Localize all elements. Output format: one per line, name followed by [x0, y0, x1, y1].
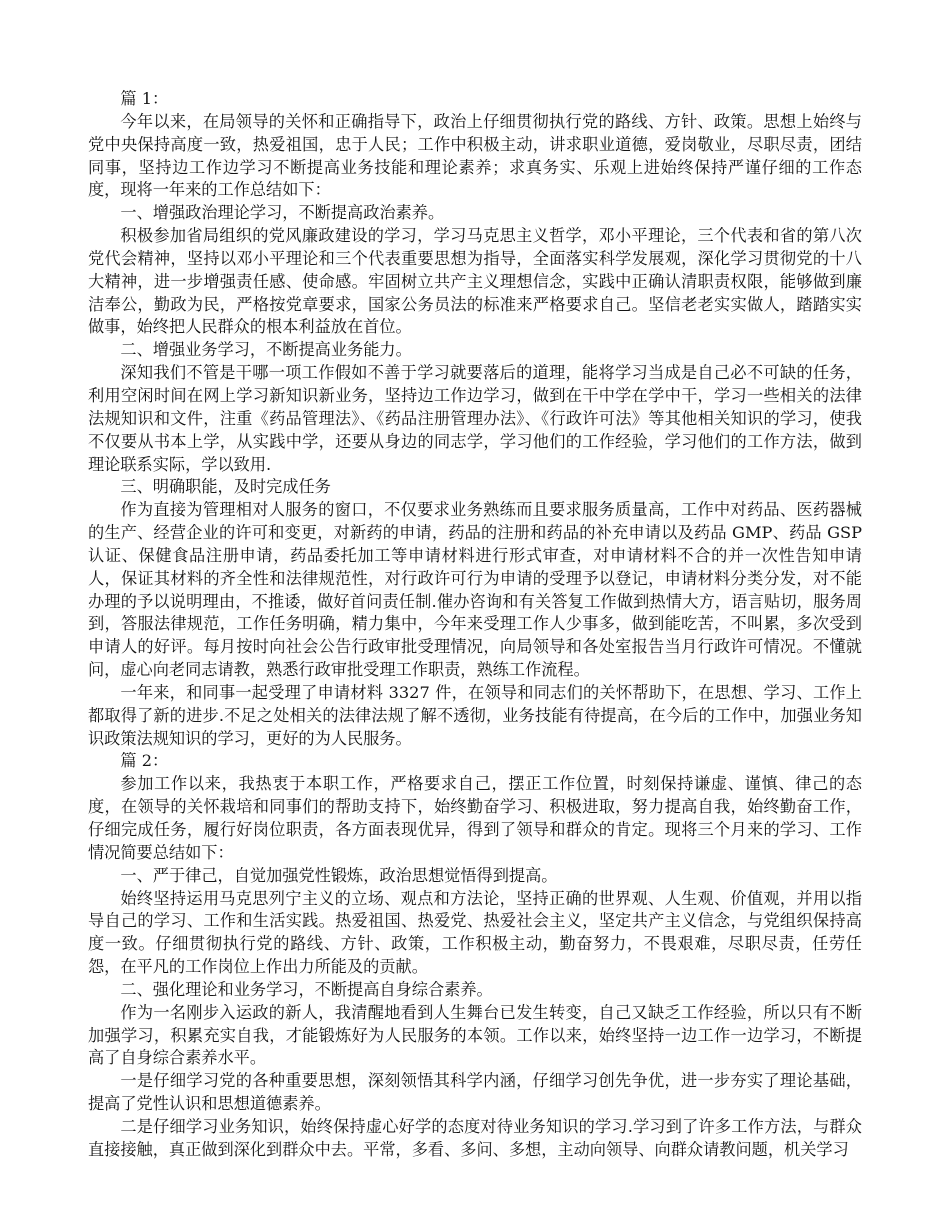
body-paragraph: 二是仔细学习业务知识，始终保持虚心好学的态度对待业务知识的学习.学习到了许多工作方法，与群众直接接触，真正做到深化到群众中去。平常，多看、多问、多想，主动向领导、向群众请教问题，机关学习 [88, 1116, 862, 1159]
body-paragraph: 作为一名刚步入运政的新人，我清醒地看到人生舞台已发生转变，自己又缺乏工作经验，所以只有不断加强学习，积累充实自我，才能锻炼好为人民服务的本领。工作以来，始终坚持一边工作一边学习，不断提高了自身综合素养水平。 [88, 1002, 862, 1068]
document-page [88, 88, 862, 1162]
section-heading: 一、严于律己，自觉加强党性锻炼，政治思想觉悟得到提高。 [120, 865, 558, 885]
body-paragraph: 今年以来，在局领导的关怀和正确指导下，政治上仔细贯彻执行党的路线、方针、政策。思想上始终与党中央保持高度一致，热爱祖国，忠于人民；工作中积极主动，讲求职业道德，爱岗敬业，尽职尽责，团结同事，坚持边工作边学习不断提高业务技能和理论素养；求真务实、乐观上进始终保持严谨仔细的工作态度，现将一年来的工作总结如下： [88, 111, 862, 200]
section-heading: 一、增强政治理论学习，不断提高政治素养。 [120, 203, 445, 223]
section-heading: 三、明确职能，及时完成任务 [120, 477, 331, 497]
body-paragraph: 一年来，和同事一起受理了申请材料 3327 件，在领导和同志们的关怀帮助下，在思想、学习、工作上都取得了新的进步.不足之处相关的法律法规了解不透彻，业务技能有待提高，在今后的工作中，加强业务知识政策法规知识的学习，更好的为人民服务。 [88, 682, 862, 748]
section-heading: 篇 1： [120, 89, 169, 108]
body-paragraph: 参加工作以来，我热衷于本职工作，严格要求自己，摆正工作位置，时刻保持谦虚、谨慎、律己的态度，在领导的关怀栽培和同事们的帮助支持下，始终勤奋学习、积极进取，努力提高自我，始终勤奋工作，仔细完成任务，履行好岗位职责，各方面表现优异，得到了领导和群众的肯定。现将三个月来的学习、工作情况简要总结如下： [88, 774, 862, 862]
body-paragraph: 作为直接为管理相对人服务的窗口，不仅要求业务熟练而且要求服务质量高，工作中对药品、医药器械的生产、经营企业的许可和变更，对新药的申请，药品的注册和药品的补充申请以及药品 GMP、药品 GSP 认证、保健食品注册申请，药品委托加工等申请材料进行形式审查，对申请材料不合的并一次性告知申请人，保证其材料的齐全性和法律规范性，对行政许可行为申请的受理予以登记，申请材料分类分发，对不能办理的予以说明理由，不推诿，做好首问责任制.催办咨询和有关答复工作做到热情大方，语言贴切，服务周到，答服法律规范，工作任务明确，精力集中，今年来受理工作人少事多，做到能吃苦，不叫累，多次受到申请人的好评。每月按时向社会公告行政审批受理情况，向局领导和各处室报告当月行政许可情况。不懂就问，虚心向老同志请教，熟悉行政审批受理工作职责，熟练工作流程。 [88, 500, 862, 680]
body-paragraph: 积极参加省局组织的党风廉政建设的学习，学习马克思主义哲学，邓小平理论，三个代表和省的第八次党代会精神，坚持以邓小平理论和三个代表重要思想为指导，全面落实科学发展观，深化学习贯彻党的十八大精神，进一步增强责任感、使命感。牢固树立共产主义理想信念，实践中正确认清职责权限，能够做到廉洁奉公，勤政为民，严格按党章要求，国家公务员法的标准来严格要求自己。坚信老老实实做人，踏踏实实做事，始终把人民群众的根本利益放在首位。 [88, 226, 862, 337]
section-heading: 二、增强业务学习，不断提高业务能力。 [120, 340, 412, 360]
body-paragraph: 深知我们不管是干哪一项工作假如不善于学习就要落后的道理，能将学习当成是自己必不可缺的任务，利用空闲时间在网上学习新知识新业务，坚持边工作边学习，做到在干中学在学中干，学习一些相关的法律法规知识和文件，注重《药品管理法》、《药品注册管理办法》、《行政许可法》等其他相关知识的学习，使我不仅要从书本上学，从实践中学，还要从身边的同志学，学习他们的工作经验，学习他们的工作方法，做到理论联系实际，学以致用. [88, 363, 862, 474]
body-paragraph: 始终坚持运用马克思列宁主义的立场、观点和方法论，坚持正确的世界观、人生观、价值观，并用以指导自己的学习、工作和生活实践。热爱祖国、热爱党、热爱社会主义，坚定共产主义信念，与党组织保持高度一致。仔细贯彻执行党的路线、方针、政策，工作积极主动，勤奋努力，不畏艰难，尽职尽责，任劳任怨，在平凡的工作岗位上作出力所能及的贡献。 [88, 888, 862, 977]
section-heading: 二、强化理论和业务学习，不断提高自身综合素养。 [120, 979, 493, 999]
section-heading: 篇 2： [120, 751, 169, 771]
body-paragraph: 一是仔细学习党的各种重要思想，深刻领悟其科学内涵，仔细学习创先争优，进一步夯实了理论基础，提高了党性认识和思想道德素养。 [88, 1071, 862, 1114]
